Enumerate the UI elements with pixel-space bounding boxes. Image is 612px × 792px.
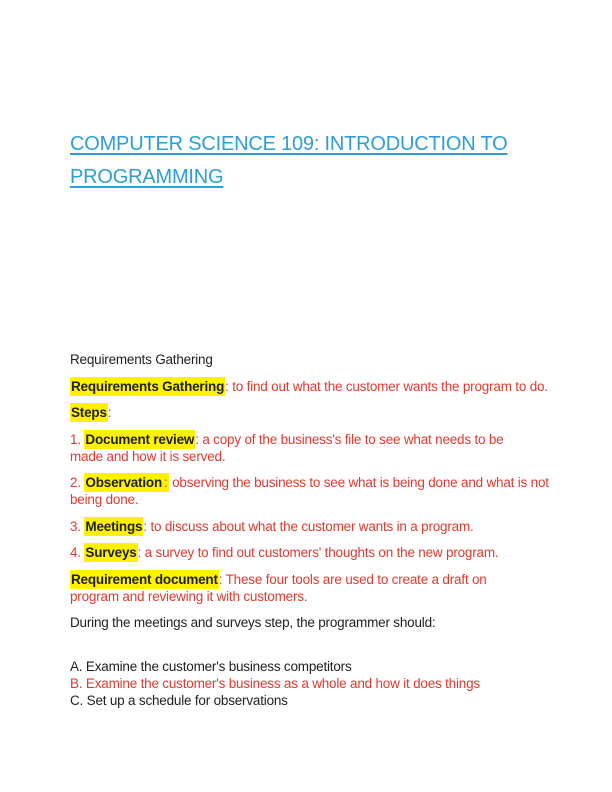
paragraph <box>70 641 572 709</box>
text-run: Surveys <box>85 545 137 560</box>
paragraph <box>70 378 572 395</box>
text-run: : These four tools are used to create a draft on <box>218 571 487 587</box>
text-run: made and how it is served. <box>70 448 226 464</box>
text-run: Requirement document <box>71 571 218 587</box>
text-run: : a copy of the business's file to see what needs to be <box>195 431 504 447</box>
text-run: : <box>107 405 112 420</box>
text-run: Steps <box>71 405 107 420</box>
text-run: Document review <box>85 431 195 447</box>
document-body <box>70 351 572 709</box>
paragraph <box>70 351 572 368</box>
text-run: B. Examine the customer's business as a whole and how it does things <box>70 675 480 691</box>
text-run: : a survey to find out customers' thoughts on the new program. <box>137 545 499 560</box>
text-run: 2. <box>70 475 85 490</box>
text-run: C. Set up a schedule for observations <box>70 692 288 708</box>
paragraph <box>70 544 572 561</box>
text-run: : <box>164 475 168 490</box>
paragraph <box>70 614 572 631</box>
paragraph <box>70 474 572 508</box>
paragraph <box>70 518 572 535</box>
text-run: : to discuss about what the customer wants in a program. <box>143 518 474 534</box>
paragraph <box>70 431 572 465</box>
text-run: 4. <box>70 545 85 560</box>
paragraph <box>70 404 572 421</box>
text-run: During the meetings and surveys step, the programmer should: <box>70 615 436 630</box>
text-run: observing the business to see what is being done and what is not <box>168 475 549 490</box>
text-run: Requirements Gathering <box>71 378 225 394</box>
text-run: 3. <box>70 518 85 534</box>
text-run: Observation <box>85 475 162 490</box>
paragraph <box>70 571 572 605</box>
text-run: Meetings <box>85 518 143 534</box>
text-run: A. Examine the customer's business competitors <box>70 658 352 674</box>
text-run: program and reviewing it with customers. <box>70 588 308 604</box>
document-title <box>70 128 572 194</box>
text-run: being done. <box>70 492 139 507</box>
title-line-1: COMPUTER SCIENCE 109: INTRODUCTION TO <box>70 133 508 155</box>
text-run: : to find out what the customer wants the program to do. <box>225 378 548 394</box>
title-line-2: PROGRAMMING <box>70 166 224 188</box>
text-run: 1. <box>70 431 85 447</box>
text-run: Requirements Gathering <box>70 352 213 367</box>
